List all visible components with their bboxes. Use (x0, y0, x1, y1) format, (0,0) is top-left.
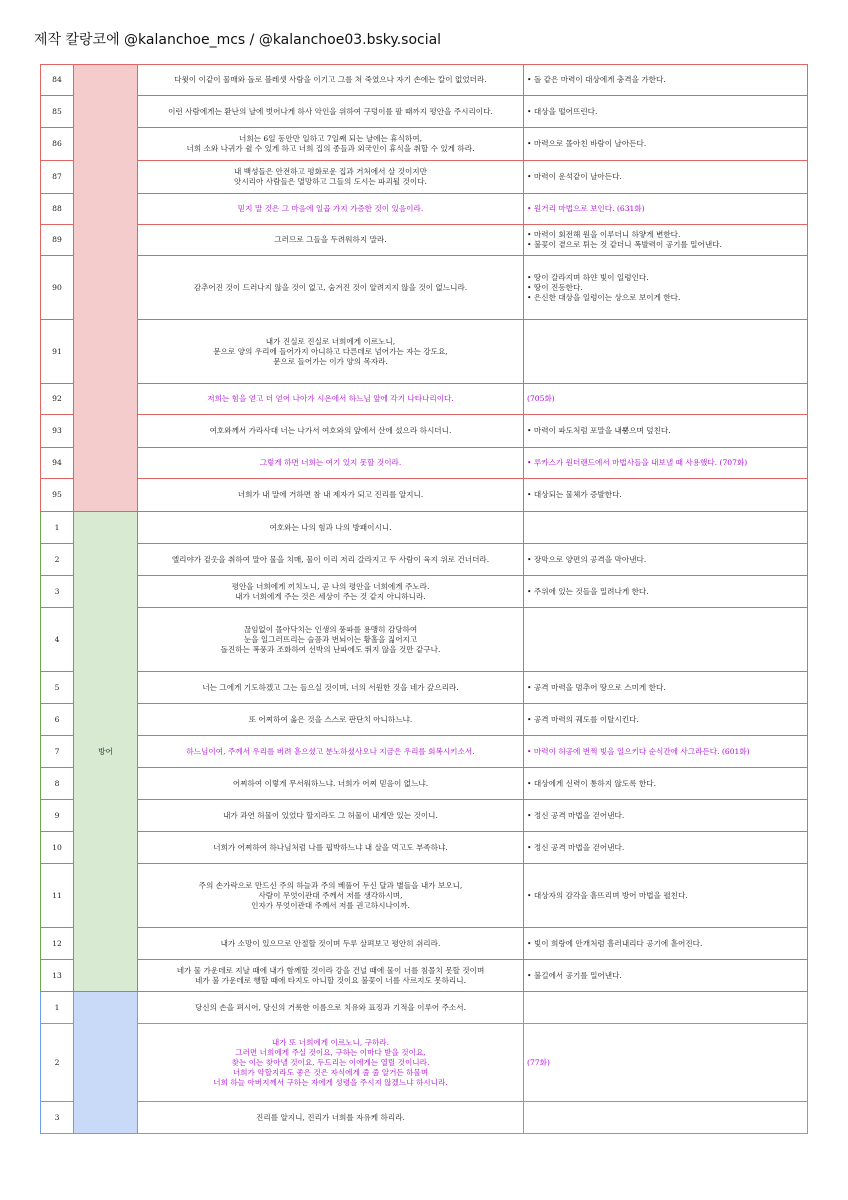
effect-note (524, 1102, 808, 1134)
table-row (41, 768, 808, 800)
incantation-text: 그러므로 그들을 두려워하지 말라. (138, 225, 524, 256)
effect-note: • 장막으로 양편의 공격을 막아낸다. (524, 544, 808, 576)
category-cell-heal (74, 992, 138, 1134)
table-row (41, 65, 808, 96)
incantation-text: 믿지 말 것은 그 마음에 일곱 가지 가증한 것이 있음이라. (138, 194, 524, 225)
table-row (41, 672, 808, 704)
incantation-text: 또 어찌하여 옳은 것을 스스로 판단치 아니하느냐. (138, 704, 524, 736)
row-number: 5 (41, 672, 74, 704)
incantation-text: 여호와는 나의 힘과 나의 방패이시니. (138, 512, 524, 544)
effect-note: • 대상되는 물체가 증발한다. (524, 479, 808, 512)
row-number: 85 (41, 96, 74, 128)
effect-note: • 마력으로 몰아친 바람이 날아든다. (524, 128, 808, 161)
incantation-text: 너는 그에게 기도하겠고 그는 들으실 것이며, 너의 서원한 것을 네가 갚으리라. (138, 672, 524, 704)
effect-note: • 공격 마력을 멈추어 땅으로 스미게 한다. (524, 672, 808, 704)
effect-note: • 땅이 갈라지며 하얀 빛이 일렁인다. • 땅이 진동한다. • 은신한 대상을 일렁이는 상으로 보이게 한다. (524, 256, 808, 320)
table-row (41, 225, 808, 256)
row-number: 89 (41, 225, 74, 256)
row-number: 2 (41, 1024, 74, 1102)
effect-note: • 원거리 마법으로 보인다. (631화) (524, 194, 808, 225)
table-row (41, 832, 808, 864)
incantation-text: 여호와께서 가라사대 너는 나가서 여호와의 앞에서 산에 섰으라 하시더니. (138, 415, 524, 448)
incantation-text: 엘리야가 겉옷을 취하여 말아 물을 치매, 물이 이리 저리 갈라지고 두 사람이 육지 위로 건너더라. (138, 544, 524, 576)
row-number: 3 (41, 1102, 74, 1134)
incantation-text: 너희가 어찌하여 하나님처럼 나를 핍박하느냐 내 살을 먹고도 부족하냐. (138, 832, 524, 864)
incantation-text: 내가 진실로 진실로 너희에게 이르노니, 문으로 양의 우리에 들어가지 아니하고 다른데로 넘어가는 자는 강도요, 문으로 들어가는 이가 양의 목자라. (138, 320, 524, 384)
table-row (41, 415, 808, 448)
table-row (41, 544, 808, 576)
effect-note: • 공격 마력의 궤도를 이탈시킨다. (524, 704, 808, 736)
incantation-text: 진리를 알지니, 진리가 너희를 자유케 하리라. (138, 1102, 524, 1134)
table-row (41, 608, 808, 672)
incantation-text: 내가 또 너희에게 이르노니, 구하라. 그러면 너희에게 주실 것이요, 구하는 이마다 받을 것이요, 찾는 이는 찾아낼 것이요, 두드리는 이에게는 열릴 것이니라. 너희가 악할지라도 좋은 것은 자식에게 줄 줄 알거든 하물며 너희 하늘 아버지께서 구하는 자에게 성령을 주시지 않겠느냐 하시니라. (138, 1024, 524, 1102)
row-number: 94 (41, 448, 74, 479)
row-number: 92 (41, 384, 74, 415)
row-number: 88 (41, 194, 74, 225)
table-row (41, 448, 808, 479)
table-row (41, 992, 808, 1024)
effect-note: (77화) (524, 1024, 808, 1102)
row-number: 8 (41, 768, 74, 800)
table-row (41, 576, 808, 608)
effect-note: • 루카스가 원더랜드에서 마법사들을 내보낼 때 사용했다. (707화) (524, 448, 808, 479)
effect-note (524, 512, 808, 544)
table-row (41, 800, 808, 832)
effect-note: • 대상에게 신력이 통하지 않도록 한다. (524, 768, 808, 800)
row-number: 13 (41, 960, 74, 992)
table-row (41, 928, 808, 960)
row-number: 10 (41, 832, 74, 864)
effect-note: • 돌 같은 마력이 대상에게 충격을 가한다. (524, 65, 808, 96)
incantation-text: 끊임없이 몰아닥치는 인생의 풍파를 용맹히 감당하여 눈을 일그러뜨리는 슬픔과 번뇌이는 황홀을 짊어지고 돌진하는 폭풍과 조화하여 선박의 난파에도 뛰지 않을 것만 같구나. (138, 608, 524, 672)
incantation-text: 이런 사람에게는 환난의 날에 벗어나게 하사 악인을 위하여 구덩이를 팔 때까지 평안을 주시리이다. (138, 96, 524, 128)
effect-note (524, 608, 808, 672)
table-row (41, 704, 808, 736)
table-row (41, 1024, 808, 1102)
table-row (41, 161, 808, 194)
incantation-text: 내 백성들은 안전하고 평화로운 집과 거처에서 살 것이지만 앗시리아 사람들은 멸망하고 그들의 도시는 파괴될 것이다. (138, 161, 524, 194)
row-number: 9 (41, 800, 74, 832)
row-number: 4 (41, 608, 74, 672)
row-number: 6 (41, 704, 74, 736)
row-number: 86 (41, 128, 74, 161)
effect-note: • 정신 공격 마법을 걷어낸다. (524, 832, 808, 864)
incantation-text: 당신의 손을 펴시어, 당신의 거룩한 이름으로 치유와 표징과 기적을 이루어 주소서. (138, 992, 524, 1024)
effect-note: • 정신 공격 마법을 걷어낸다. (524, 800, 808, 832)
incantation-text: 너희는 6일 동안만 일하고 7일째 되는 날에는 휴식하여, 너희 소와 나귀가 쉴 수 있게 하고 너희 집의 종들과 외국인이 휴식을 취할 수 있게 하라. (138, 128, 524, 161)
effect-note: • 마력이 운석같이 날아든다. (524, 161, 808, 194)
row-number: 84 (41, 65, 74, 96)
effect-note (524, 992, 808, 1024)
row-number: 95 (41, 479, 74, 512)
row-number: 2 (41, 544, 74, 576)
incantation-text: 평안을 너희에게 끼치노니, 곧 나의 평안을 너희에게 주노라. 내가 너희에게 주는 것은 세상이 주는 것 같지 아니하니라. (138, 576, 524, 608)
table-row (41, 512, 808, 544)
table-row (41, 128, 808, 161)
row-number: 11 (41, 864, 74, 928)
table-row (41, 864, 808, 928)
effect-note: • 주위에 있는 것들을 밀려나게 한다. (524, 576, 808, 608)
incantation-text: 너희가 내 말에 거하면 참 내 제자가 되고 진리를 알지니. (138, 479, 524, 512)
effect-note (524, 320, 808, 384)
table-row (41, 479, 808, 512)
row-number: 7 (41, 736, 74, 768)
incantation-text: 하느님이여, 주께서 우리를 버려 흩으셨고 분노하셨사오나 지금은 우리를 회복시키소서. (138, 736, 524, 768)
incantation-text: 어찌하여 이렇게 무서워하느냐. 너희가 어찌 믿음이 없느냐. (138, 768, 524, 800)
table-row (41, 256, 808, 320)
row-number: 90 (41, 256, 74, 320)
incantation-text: 주의 손가락으로 만드신 주의 하늘과 주의 베풀어 두신 달과 별들을 내가 보오니, 사람이 무엇이관대 주께서 저를 생각하시며, 인자가 무엇이관대 주께서 저를 권고하시나이까. (138, 864, 524, 928)
spell-table (40, 64, 808, 1134)
effect-note: • 마력이 회전해 원을 이루더니 하얗게 변한다. • 불꽃이 곁으로 튀는 것 같더니 폭발력이 공기를 밀어낸다. (524, 225, 808, 256)
credit-header: 제작 칼랑코에 @kalanchoe_mcs / @kalanchoe03.bsky.social (34, 32, 442, 48)
incantation-text: 네가 물 가운데로 지날 때에 내가 함께할 것이라 강을 건널 때에 물이 너를 침몰치 못할 것이며 네가 불 가운데로 행할 때에 타지도 아니할 것이요 불꽃이 너를 사르지도 못하리니. (138, 960, 524, 992)
effect-note: • 대상자의 감각을 흩뜨리며 방어 마법을 펼친다. (524, 864, 808, 928)
incantation-text: 내가 소망이 있으므로 안절할 것이며 두루 살펴보고 평안히 쉬리라. (138, 928, 524, 960)
row-number: 12 (41, 928, 74, 960)
table-row (41, 194, 808, 225)
table-row (41, 1102, 808, 1134)
effect-note: • 불길에서 공기를 밀어낸다. (524, 960, 808, 992)
row-number: 1 (41, 992, 74, 1024)
table-row (41, 736, 808, 768)
incantation-text: 저희는 힘을 얻고 더 얻어 나아가 시온에서 하느님 앞에 각기 나타나리이다. (138, 384, 524, 415)
effect-note: • 대상을 떨어뜨린다. (524, 96, 808, 128)
incantation-text: 다윗이 이같이 물매와 돌로 블레셋 사람을 이기고 그를 쳐 죽였으나 자기 손에는 칼이 없었더라. (138, 65, 524, 96)
table-row (41, 384, 808, 415)
table-row (41, 320, 808, 384)
row-number: 91 (41, 320, 74, 384)
effect-note: • 마력이 파도처럼 포말을 내뿜으며 덮친다. (524, 415, 808, 448)
category-cell-defense: 방어 (74, 512, 138, 992)
incantation-text: 감추어진 것이 드러나지 않을 것이 없고, 숨겨진 것이 알려지지 않을 것이 없느니라. (138, 256, 524, 320)
incantation-text: 내가 과연 허물이 있었다 할지라도 그 허물이 내게만 있는 것이니. (138, 800, 524, 832)
effect-note: • 마력이 허공에 번쩍 빛을 일으키다 순식간에 사그라든다. (601화) (524, 736, 808, 768)
row-number: 93 (41, 415, 74, 448)
row-number: 3 (41, 576, 74, 608)
table-row (41, 960, 808, 992)
category-cell-attack (74, 65, 138, 512)
incantation-text: 그렇게 하면 너희는 여기 있지 못할 것이라. (138, 448, 524, 479)
row-number: 1 (41, 512, 74, 544)
row-number: 87 (41, 161, 74, 194)
effect-note: (705화) (524, 384, 808, 415)
table-row (41, 96, 808, 128)
effect-note: • 빛이 희랑에 안개처럼 흘러내리다 공기에 흩어진다. (524, 928, 808, 960)
